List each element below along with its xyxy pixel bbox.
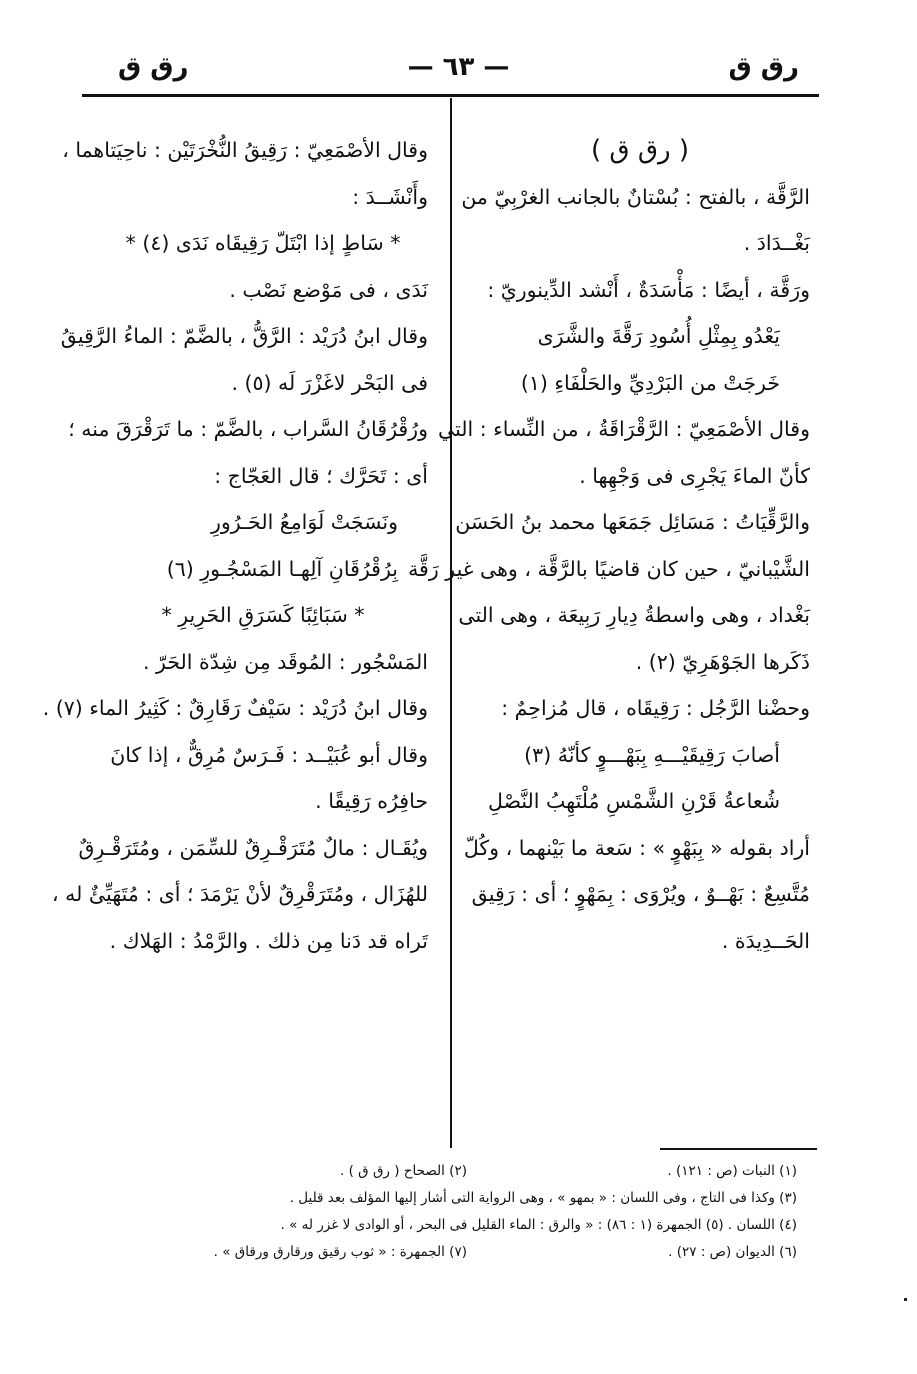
text-line: بَغْداد ، وهى واسطةُ دِيارِ رَبِيعَة ، وهى التى	[458, 603, 810, 627]
text-line: أراد بقوله « بِبَهْوٍ » : سَعة ما بَيْنهما ، وكُلّ	[463, 835, 810, 860]
text-line: وقال أبو عُبَيْــد : فَـرَسٌ مُرِقٌّ ، إذا كانَ	[110, 742, 428, 767]
footnote: (٦) الديوان (ص : ٢٧) .	[668, 1244, 797, 1260]
text-line: المَسْجُور : المُوقَد مِن شِدّة الحَرّ .	[142, 649, 428, 674]
text-line: كأنّ الماءَ يَجْرِى فى وَجْهِها .	[579, 463, 810, 488]
text-line: وقال ابنُ دُرَيْد : سَيْفٌ رَقَارِقٌ : كَثِيرُ الماء (٧) .	[42, 696, 428, 720]
text-line: والرَّقِّيَاتُ : مَسَائِل جَمَعَها محمد بنُ الحَسَن	[455, 510, 810, 534]
entry-title: ( رق ق )	[591, 135, 689, 165]
footnote: (٧) الجمهرة : « ثوب رقيق ورقارق ورقاق » .	[213, 1244, 467, 1260]
text-line: مُتَّسِعٌ : بَهْــوٌ ، ويُرْوَى : بِمَهْوٍ ؛ أى : رَقِيق	[471, 882, 810, 906]
footnote-line	[95, 1239, 797, 1266]
verse-line: * سَاطٍ إذا ابْتَلّ رَقِيقَاه نَدَى (٤) *	[125, 231, 401, 255]
header-rule	[82, 94, 819, 97]
text-line: وأَنْشَــدَ :	[352, 184, 428, 209]
text-line: ورُقْرُقَانُ السَّراب ، بالضَّمّ : ما تَرَقْرَقَ منه ؛	[68, 417, 428, 441]
text-line: الحَــدِيدَة .	[721, 928, 810, 953]
footnote: (١) النبات (ص : ١٢١) .	[667, 1163, 797, 1179]
text-line: الشَّيْبانيّ ، حين كان قاضيًا بالرَّقَّة ، وهى غير رَقَّة	[408, 556, 810, 581]
verse-line: * سَبَائِبًا كَسَرَقِ الحَرِيرِ *	[161, 603, 365, 627]
text-line: ورَقَّة ، أيضًا : مَأْسَدَةٌ ، أَنْشد الدِّينوريّ :	[487, 277, 810, 302]
text-line: للهُزَال ، ومُتَرَقْرِقٌ لأنْ يَرْمَدَ ؛ أى : مُتَهَيِّئٌ له ،	[52, 882, 428, 906]
text-line: ويُقَـال : مالٌ مُتَرَقْـرِقٌ للسِّمَن ، ومُتَرَقْـرِقٌ	[78, 835, 428, 860]
verse-line: يَعْدُو بِمِثْلِ أُسُودِ رَقَّةَ والشَّرَى	[537, 324, 780, 348]
footnote-line	[95, 1212, 797, 1239]
footnote: (٢) الصحاح ( رق ق ) .	[340, 1163, 467, 1179]
footnote-rule	[660, 1148, 817, 1150]
text-line: حافِرُه رَقِيقًا .	[315, 789, 428, 813]
scan-speck	[904, 1298, 907, 1301]
text-line: وقال ابنُ دُرَيْد : الرَّقُّ ، بالضَّمّ : الماءُ الرَّقِيقُ	[60, 324, 428, 348]
header-right-title: رق ق	[728, 52, 799, 82]
page-number: — ٦٣ —	[407, 52, 510, 82]
verse-line: ونَسَجَتْ لَوَامِعُ الحَـرُورِ	[210, 510, 398, 534]
footnote-line	[95, 1185, 797, 1212]
column-divider	[450, 98, 452, 1148]
footnote: (٣) وكذا فى التاج ، وفى اللسان : « بمهو » ، وهى الرواية التى أشار إليها المؤلف بعد قليل .	[289, 1190, 797, 1206]
footnote: (٤) اللسان . (٥) الجمهرة (١ : ٨٦) : « والرق : الماء القليل فى البحر ، أو الوادى لا غزر له » .	[280, 1217, 797, 1233]
text-line: وحضْنا الرَّجُل : رَقِيقَاه ، قال مُزاحِمٌ :	[501, 696, 810, 720]
text-line: تَراه قد دَنا مِن ذلك . والرَّمْدُ : الهَلاك .	[109, 928, 428, 953]
text-line: نَدَى ، فى مَوْضع نَصْب .	[229, 277, 428, 302]
text-line: الرَّقَّة ، بالفتح : بُسْتانٌ بالجانب الغرْبِيّ من	[461, 184, 810, 209]
verse-line: أصابَ رَقِيقَيْـــهِ بِبَهْـــوٍ كأنّهُ (٣)	[524, 742, 780, 767]
text-line: أى : تَحَرَّك ؛ قال العَجّاج :	[214, 463, 428, 488]
text-line: ذَكَرها الجَوْهَرِيّ (٢) .	[635, 649, 810, 674]
verse-line: شُعاعةُ قَرْنِ الشَّمْسِ مُلْتَهِبُ النَّصْلِ	[488, 789, 780, 813]
footnotes	[95, 1158, 797, 1266]
text-line: وقال الأصْمَعِيّ : الرَّقْرَاقَةُ ، من النِّساء : التي	[438, 417, 810, 441]
text-line: فى البَحْر لاغَزْرَ لَه (٥) .	[231, 370, 428, 395]
verse-line: خَرجَتْ من البَرْدِيِّ والحَلْفَاءِ (١)	[520, 370, 780, 395]
header-left-title: رق ق	[118, 52, 189, 82]
left-column	[42, 127, 428, 964]
right-column	[408, 127, 810, 964]
verse-line: بِرُقْرُقَانِ آلِهـا المَسْجُـورِ (٦)	[166, 556, 398, 581]
footnote-line	[95, 1158, 797, 1185]
text-line: بَغْــدَادَ .	[743, 231, 810, 255]
text-line: وقال الأصْمَعِيّ : رَقِيقُ النُّخْرَتَيْن : ناحِيَتاهما ،	[62, 138, 428, 162]
